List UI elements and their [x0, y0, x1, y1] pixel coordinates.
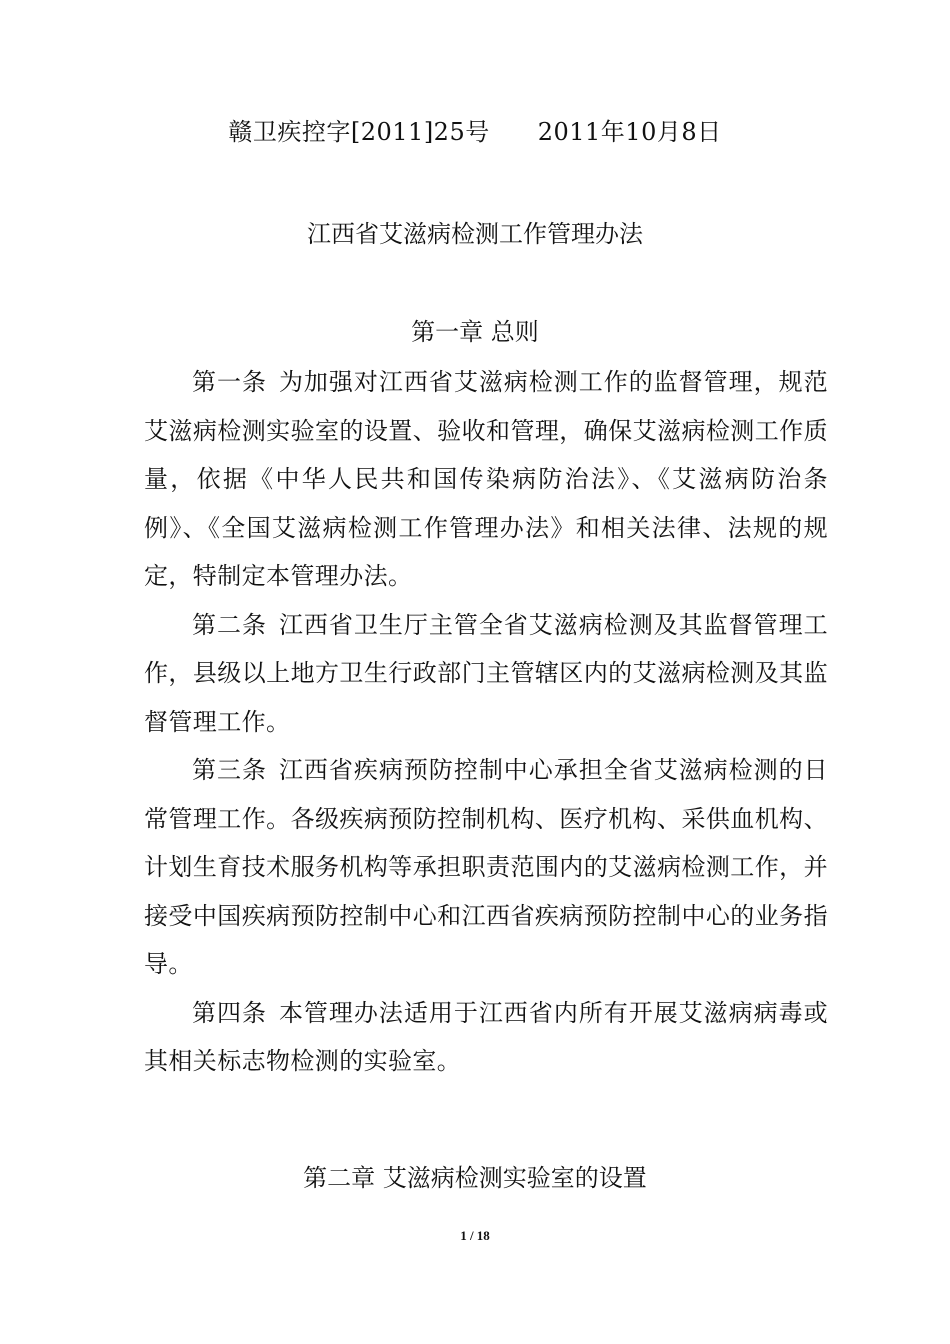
chapter-1-body	[144, 358, 828, 1086]
document-number: 赣卫疾控字[2011]25号	[228, 118, 490, 146]
article-2	[144, 601, 828, 747]
article-2-number: 第二条	[192, 610, 267, 639]
article-4-text: 本管理办法适用于江西省内所有开展艾滋病病毒或其相关标志物检测的实验室。	[144, 998, 828, 1075]
chapter-1-title: 第一章 总则	[411, 318, 539, 346]
document-title: 江西省艾滋病检测工作管理办法	[307, 220, 643, 248]
article-1	[144, 358, 828, 601]
article-3	[144, 746, 828, 989]
article-4-number: 第四条	[192, 998, 267, 1027]
page-number: 1 / 18	[460, 1228, 490, 1243]
article-1-text: 为加强对江西省艾滋病检测工作的监督管理，规范艾滋病检测实验室的设置、验收和管理，确保艾滋病检测工作质量，依据《中华人民共和国传染病防治法》、《艾滋病防治条例》、《全国艾滋病检测工作管理办法》和相关法律、法规的规定，特制定本管理办法。	[144, 368, 828, 590]
article-1-number: 第一条	[192, 368, 267, 396]
article-3-number: 第三条	[192, 756, 267, 784]
document-date: 2011年10月8日	[537, 118, 722, 146]
article-3-text: 江西省疾病预防控制中心承担全省艾滋病检测的日常管理工作。各级疾病预防控制机构、医疗机构、采供血机构、计划生育技术服务机构等承担职责范围内的艾滋病检测工作，并接受中国疾病预防控制中心和江西省疾病预防控制中心的业务指导。	[144, 756, 828, 978]
document-header	[0, 112, 950, 152]
article-4	[144, 989, 828, 1086]
chapter-2-title: 第二章 艾滋病检测实验室的设置	[303, 1164, 647, 1192]
article-2-text: 江西省卫生厅主管全省艾滋病检测及其监督管理工作，县级以上地方卫生行政部门主管辖区内的艾滋病检测及其监督管理工作。	[144, 610, 828, 736]
